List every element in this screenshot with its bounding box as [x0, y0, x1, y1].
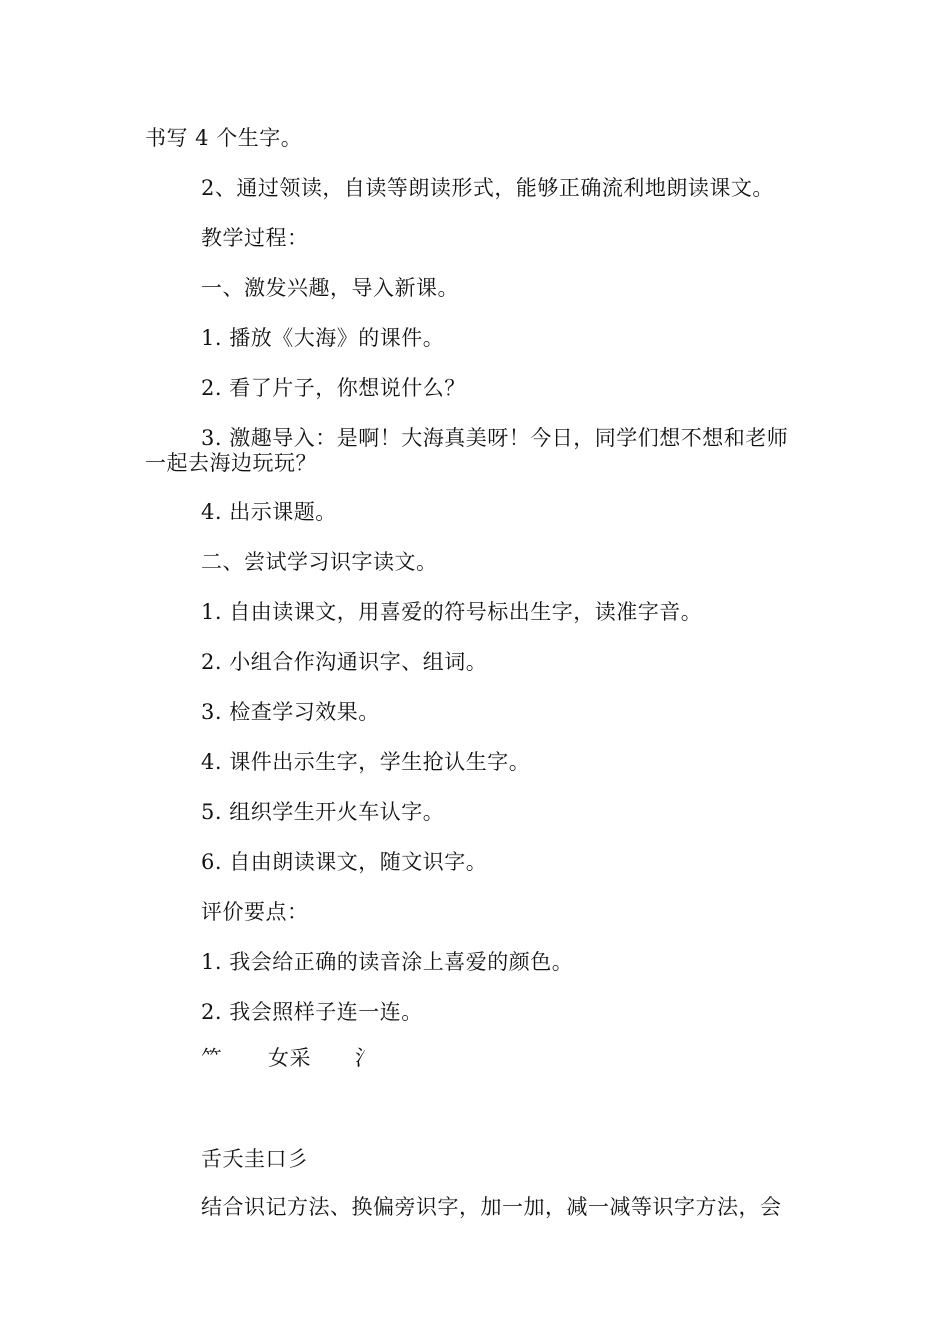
list-item: 2. 小组合作沟通识字、组词。: [201, 650, 488, 674]
list-item: 4. 课件出示生字，学生抢认生字。: [201, 750, 531, 774]
paragraph: 2、通过领读，自读等朗读形式，能够正确流利地朗读课文。: [201, 176, 774, 200]
list-item: 5. 组织学生开火车认字。: [201, 800, 445, 824]
list-item: 3. 检查学习效果。: [201, 700, 380, 724]
paragraph: 书写 4 个生字。: [145, 126, 303, 150]
section-heading: 评价要点：: [201, 900, 309, 924]
list-item: 1. 播放《大海》的课件。: [201, 326, 445, 350]
radical: 氵: [355, 1046, 377, 1070]
list-item: 2. 我会照样子连一连。: [201, 1000, 423, 1024]
list-item: 6. 自由朗读课文，随文识字。: [201, 850, 488, 874]
radicals-row-2: 舌夭圭口彡: [201, 1147, 309, 1171]
radicals-row: [0, 1046, 950, 1076]
section-heading: 二、尝试学习识字读文。: [201, 550, 438, 574]
list-item: 2. 看了片子，你想说什么？: [201, 376, 466, 400]
list-item: 1. 我会给正确的读音涂上喜爱的颜色。: [201, 950, 574, 974]
radical: 女采: [268, 1046, 311, 1070]
paragraph: 结合识记方法、换偏旁识字，加一加，减一减等识字方法，会: [201, 1195, 782, 1219]
section-heading: 教学过程：: [201, 226, 309, 250]
list-item: 3. 激趣导入：是啊！大海真美呀！今日，同学们想不想和老师: [201, 426, 789, 450]
radical: ⺮: [201, 1046, 223, 1070]
list-item: 4. 出示课题。: [201, 500, 337, 524]
list-item-continuation: 一起去海边玩玩？: [145, 451, 317, 475]
list-item: 1. 自由读课文，用喜爱的符号标出生字，读准字音。: [201, 600, 703, 624]
section-heading: 一、激发兴趣，导入新课。: [201, 276, 459, 300]
